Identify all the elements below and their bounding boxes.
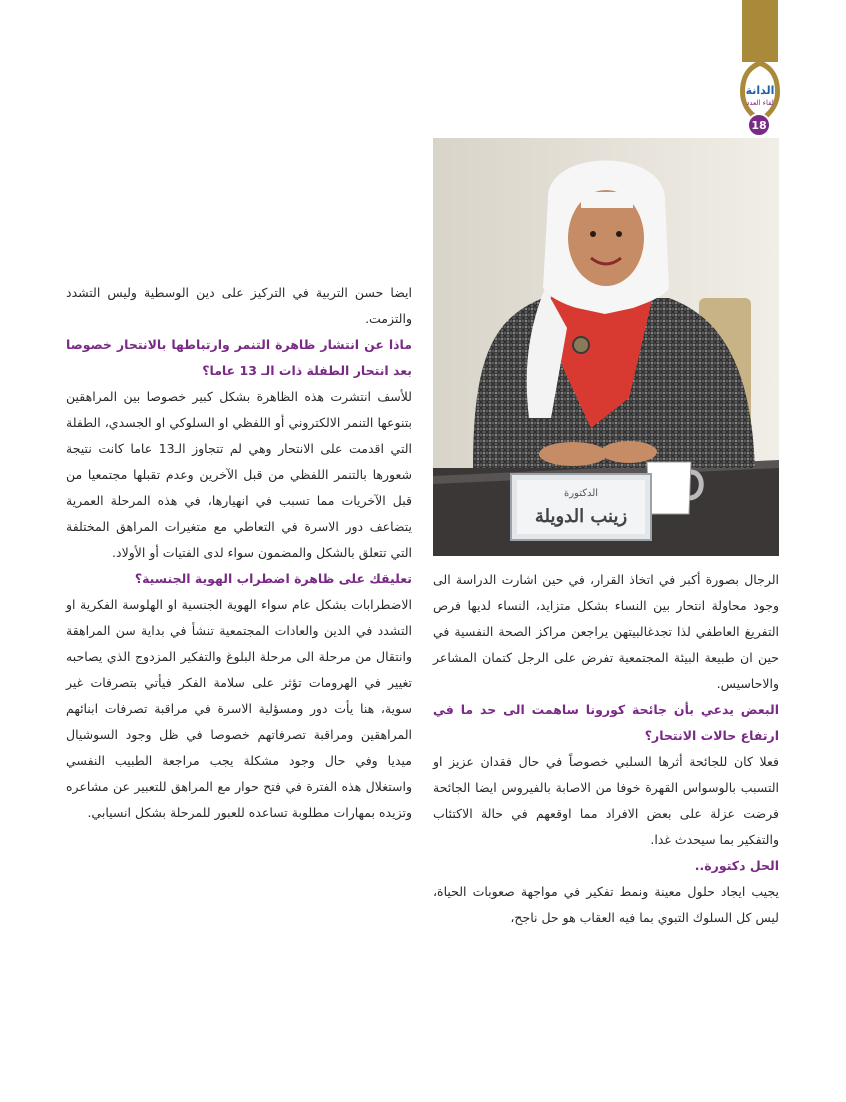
nameplate-name: زينب الدويلة <box>534 506 628 527</box>
right-paragraph-2: فعلا كان للجائحة أثرها السلبي خصوصاً في حال فقدان عزيز او التسبب بالوسواس القهرة خوفا من الاصابة بالفيروس ايضا الجائحة فرضت عزلة على بعض الافراد مما اوقعهم في حالة الاكتئاب والتفكير بما سيحدث غدا. <box>433 754 779 847</box>
question-gender-identity: تعليقك على ظاهرة اضطراب الهوية الجنسية؟ <box>134 571 412 586</box>
interview-photo <box>433 138 779 556</box>
nameplate-title: الدكتورة <box>563 488 599 499</box>
right-paragraph-1: الرجال بصورة أكبر في اتخاذ القرار، في حين اشارت الدراسة الى وجود محاولة انتحار بين النساء بشكل متزايد، النساء لديها فرص التفريغ العاطفي لذا تجدغالبيتهن يراجعن مراكز الصحة النفسية في حين ان طبيعة البيئة المجتمعية تفرض على الرجل كتمان المشاعر والاحاسيس. <box>433 572 779 691</box>
section-label: لقاء العدد <box>746 99 774 107</box>
brand-logo-text: الدانة <box>745 84 775 97</box>
left-paragraph-3: الاضطرابات بشكل عام سواء الهوية الجنسية او الهلوسة الفكرية او التشدد في الدين والعادات المجتمعية تنشأ في بداية سن المراهقة وانتقال من مرحلة الى مرحلة البلوغ والتفكير المزدوج الذي يصاحبه تغيير في الهرومات تؤثر على سلامة الفكر فيأتي بتصرفات غير سوية، هنا يأت دور ومسؤلية الاسرة في مراقبة تصرفات ابنائهم المراهقين ومراقبة تصرفاتهم خصوصا في ظل وجود السوشيال ميديا وفي حال وجود مشكلة يجب مراجعة الطبيب النفسي واستغلال هذه الفترة في فتح حوار مع المراهق للتعبير عن مشاعره وتزيده بمهارات مطلوبة تساعده للعبور للمرحلة بشكل انسيابي. <box>66 597 412 820</box>
question-bullying: ماذا عن انتشار ظاهرة التنمر وارتباطها بالانتحار خصوصا بعد انتحار الطفلة ذات الـ 13 عاما؟ <box>66 337 412 378</box>
right-column <box>433 567 779 931</box>
left-paragraph-1: ايضا حسن التربية في التركيز على دين الوسطية وليس التشدد والتزمت. <box>66 285 412 326</box>
page-number: 18 <box>751 119 767 132</box>
question-solution: الحل دكتورة.. <box>694 858 779 873</box>
right-paragraph-3: يجيب ايجاد حلول معينة ونمط تفكير في مواجهة صعوبات الحياة، ليس كل السلوك التبوي بما فيه العقاب هو حل ناجح، <box>433 884 779 925</box>
left-column <box>66 280 412 826</box>
left-paragraph-2: للأسف انتشرت هذه الظاهرة بشكل كبير خصوصا بين المراهقين بتنوعها التنمر الالكتروني أو اللفظي او السلوكي او الجسدي، الطفلة التي اقدمت على الانتحار وهي لم تتجاوز الـ13 عاما كانت نتيجة شعورها بالتنمر اللفظي من قبل الآخرين وعدم تقبلها مجتمعيا من قبل الآخريات مما تسبب في انهيارها، في هذه المرحلة العمرية يتضاعف دور الاسرة في التعاطي مع متغيرات المراهق المختلفة التي تتعلق بالشكل والمضمون سواء لدى الفتيات أو الأولاد. <box>66 389 412 560</box>
question-corona: البعض يدعي بأن جائحة كورونا ساهمت الى حد ما في ارتفاع حالات الانتحار؟ <box>433 702 779 743</box>
